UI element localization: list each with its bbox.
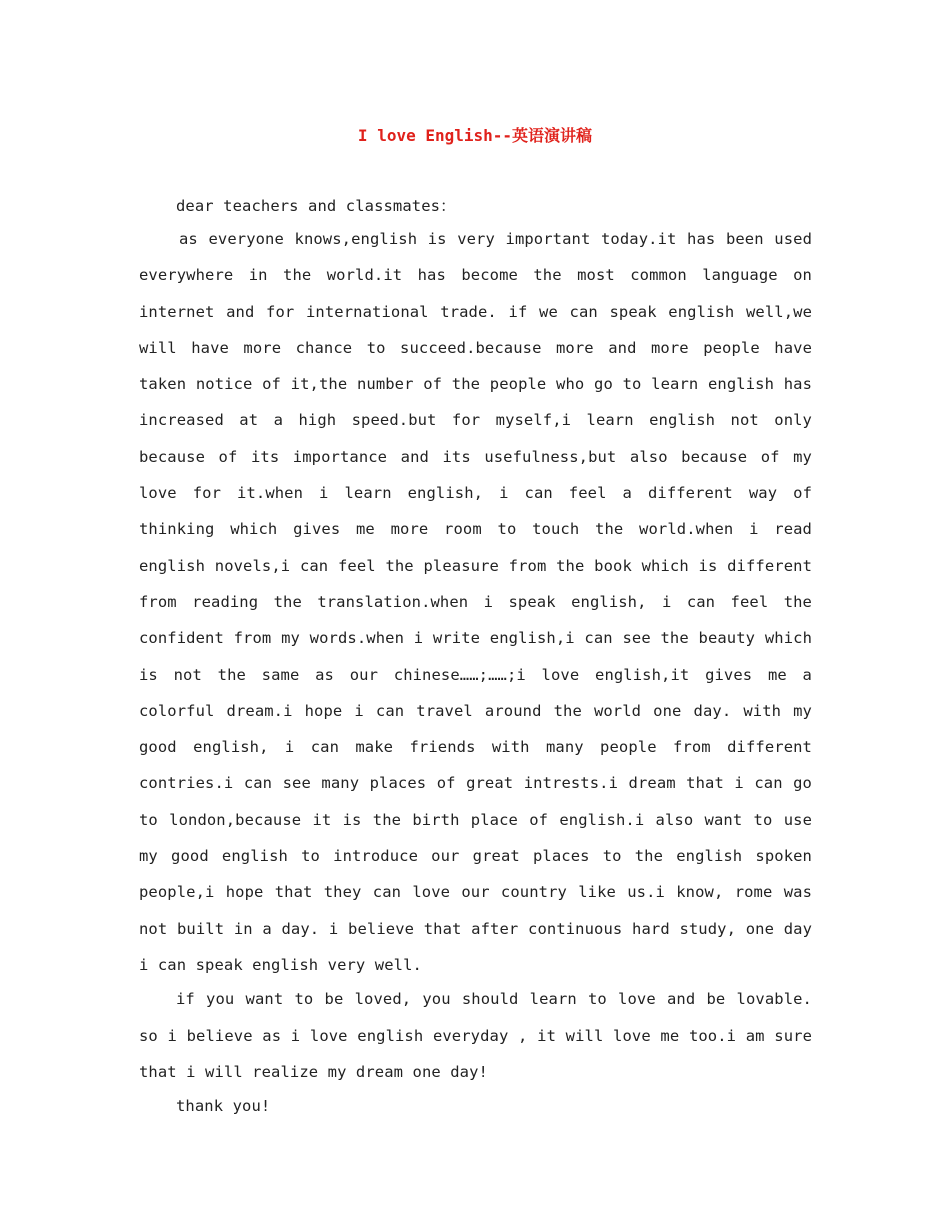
document-body <box>139 193 812 1124</box>
document-title: I love English--英语演讲稿 <box>357 126 593 145</box>
closing: thank you! <box>176 1097 271 1116</box>
body-paragraph: if you want to be loved, you should learn to love and be lovable. so i believe as i love english everyday , it will love me too.i am sure that i will realize my dream one day! <box>139 990 812 1081</box>
body-paragraph: as everyone knows,english is very important today.it has been used everywhere in the world.it has become the most common language on internet and for international trade. if we can speak english well,we will have more chance to succeed.because more and more people have taken notice of it,the number of the people who go to learn english has increased at a high speed.but for myself,i learn english not only because of its importance and its usefulness,but also because of my love for it.when i learn english, i can feel a different way of thinking which gives me more room to touch the world.when i read english novels,i can feel the pleasure from the book which is different from reading the translation.when i speak english, i can feel the confident from my words.when i write english,i can see the beauty which is not the same as our chinese……;……;i love english,it gives me a colorful dream.i hope i can travel around the world one day. with my good english, i can make friends with many people from different contries.i can see many places of great intrests.i dream that i can go to london,because it is the birth place of english.i also want to use my good english to introduce our great places to the english spoken people,i hope that they can love our country like us.i know, rome was not built in a day. i believe that after continuous hard study, one day i can speak english very well. <box>139 230 812 974</box>
salutation: dear teachers and classmates： <box>176 197 456 215</box>
